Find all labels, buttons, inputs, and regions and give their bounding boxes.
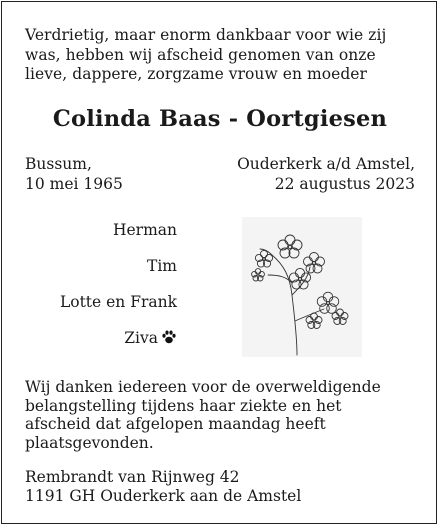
intro-line: Verdrietig, maar enorm dankbaar voor wie zij <box>25 26 387 44</box>
death-info <box>237 155 415 194</box>
address-city: 1191 GH Ouderkerk aan de Amstel <box>25 487 302 505</box>
correspondence-address <box>25 468 301 506</box>
deceased-name: Colinda Baas - Oortgiesen <box>52 106 388 132</box>
family-list <box>60 220 177 364</box>
birth-info <box>25 155 123 194</box>
intro-text <box>25 26 420 85</box>
flower-illustration <box>242 217 362 357</box>
obituary-card <box>1 1 437 524</box>
intro-line: was, hebben wij afscheid genomen van onze <box>25 45 376 64</box>
forget-me-not-sketch <box>242 217 362 357</box>
paw-print-icon <box>161 329 177 350</box>
family-member: Ziva <box>60 328 177 364</box>
thanks-line: Wij danken iedereen voor de overweldigende <box>25 378 381 396</box>
address-street: Rembrandt van Rijnweg 42 <box>25 468 240 486</box>
family-member: Lotte en Frank <box>59 293 177 311</box>
family-member: Tim <box>147 257 177 275</box>
intro-line: lieve, dappere, zorgzame vrouw en moeder <box>25 65 367 83</box>
thanks-text <box>25 378 425 452</box>
thanks-line: plaatsgevonden. <box>25 433 154 452</box>
thanks-line: belangstelling tijdens haar ziekte en het <box>25 396 342 415</box>
family-member: Herman <box>112 221 177 239</box>
birth-place: Bussum, <box>25 155 92 173</box>
birth-date: 10 mei 1965 <box>25 174 123 193</box>
thanks-line: afscheid dat afgelopen maandag heeft <box>25 415 326 433</box>
death-place: Ouderkerk a/d Amstel, <box>237 155 415 173</box>
death-date: 22 augustus 2023 <box>274 174 415 193</box>
